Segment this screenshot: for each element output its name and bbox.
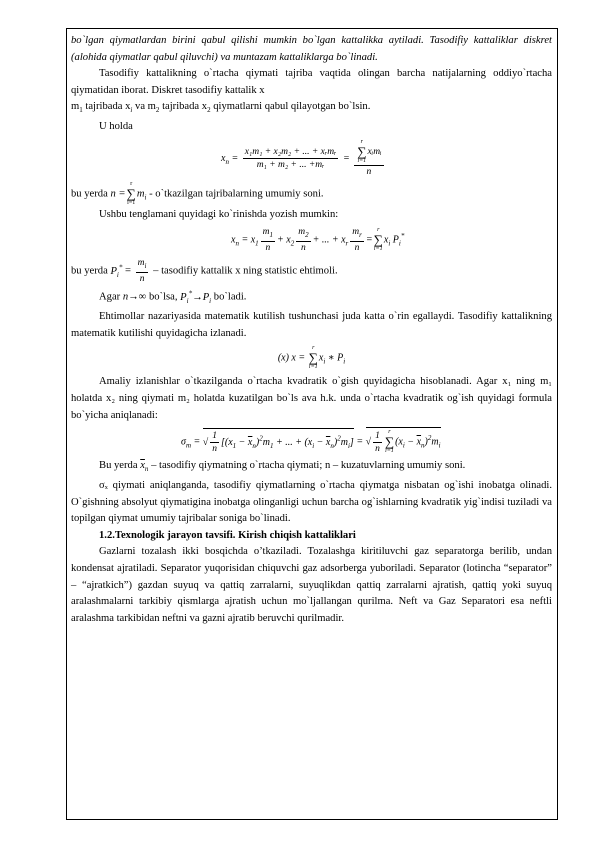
equation-mean-prob: $x_n = x_1$ $\frac{m_1}{n}$ + $x_2$ $\frac{m_2}{n}$ + ... + $x_r$ $\frac{m_r}{n}$ = r ∑ i=1 $x_i$ $P_i^*$ [231, 227, 405, 254]
paragraph-expectation: Ehtimollar nazariyasida matematik kutilish tushunchasi juda katta o`rin egallaydi. Tasodifiy kattalikning matematik kutilishi quyidagicha izlanadi. [71, 311, 552, 339]
paragraph-mean-note: Bu yerda $\overline{x}_n$ – tasodifiy qiymatning o`rtacha qiymati; n – kuzatuvlarning umumiy soni. [99, 460, 466, 474]
equation-mean: $x_n$ = $\frac{\text{x₁m₁ + x₂m₂ + ... + xᵣmᵣ}}{\text{m₁ + m₂ + ... +mᵣ}}$ = r ∑ i=1 xᵢmᵢ n [221, 138, 382, 177]
paragraph-sigma: σₓ qiymati aniqlanganda, tasodifiy qiymatlarning o`rtacha qiymatga nisbatan og`ishi inobatga olinadi. O`gishning absolyut qiymatigina inobatga olinganligi uchun barcha og`ishlarning kvadratik yig`indisi tuziladi va topilgan qiymat umumiy tajribalar soniga bo`linadi. [71, 479, 552, 525]
equation-expectation: (x) x = r ∑ i=1 $x_i$ ∗ $P_i$ [277, 345, 346, 371]
paragraph-then: U holda [99, 121, 133, 133]
paragraph-n-def: bu yerda n = r ∑ i=1 $m_i$ - o`tkazilgan tajribalarning umumiy soni. [71, 180, 324, 206]
document-body [71, 33, 552, 627]
equation-stddev: $\sigma_m$ = √ $\frac{1}{n}$ [$(x_1 - \overline{x}_n)^2m_1$ + ... + $(x_i - \overline{x}_n)^2m_i$] = √ $\frac{1}{n}$ r ∑ i=1 $(x_i - \overline{x}_n)^2m_i$ [181, 429, 441, 455]
paragraph-mean-cont: $m_1$ tajribada $x_i$ va $m_2$ tajribada $x_2$ qiymatlarni qabul qilayotgan bo`lsin. [71, 101, 371, 115]
paragraph-rewrite: Ushbu tenglamani quyidagi ko`rinishda yozish mumkin: [99, 208, 339, 220]
paragraph-definition: bo`lgan qiymatlardan birini qabul qilishi mumkin bo`lgan kattalikka aytiladi. Tasodifiy kattaliklar diskret (alohida qiymatlar qabul qiluvchi) va muntazam kattaliklarga bo`linadi. [71, 35, 552, 63]
paragraph-separator: Gazlarni tozalash ikki bosqichda o’tkaziladi. Tozalashga kiritiluvchi gaz separatorga berilib, undan kondensat ajratiladi. Separator yuqorisidan chiquvchi gaz adsorberga yuboriladi. Separator (lotincha “separator” – “ajratkich”) gazdan suyuq va qattiq zarralarni, suyuqlikdan qattiq zarralarni ajratish, qattiq yoki suyuq aralashmalarni tarkibiy qismlarga ajratish uchun mo`ljallangan qurilma. Neft va Gaz Separatori esa neftli aralashma tarkibidan neftni va gazni ajratib beruvchi qurilmadir. [71, 546, 552, 624]
paragraph-stddev: Amaliy izlanishlar o`tkazilganda o`rtacha kvadratik o`gish quyidagicha hisoblanadi. Agar x₁ ning m₁ holatda x₂ ning qiymati m₂ holatda kuzatilgan bo`ls ava h.k. unda o`rtacha kvadratik og`ish quyidagi formula bo`yicha aniqlanadi: [71, 376, 552, 421]
paragraph-limit: Agar n→∞ bo`lsa, $P_i^*\to P_i$ bo`ladi. [99, 289, 247, 305]
paragraph-prob-def: bu yerda $P_i^*$ = $\frac{m_i}{n}$ – tasodifiy kattalik x ning statistic ehtimoli. [71, 258, 338, 285]
section-heading: 1.2.Texnologik jarayon tavsifi. Kirish chiqish kattaliklari [99, 529, 356, 541]
paragraph-mean: Tasodifiy kattalikning o`rtacha qiymati tajriba vaqtida olingan barcha natijalarning oddiyo`rtacha qiymatidan iborat. Diskret tasodifiy kattalik x [71, 68, 552, 96]
